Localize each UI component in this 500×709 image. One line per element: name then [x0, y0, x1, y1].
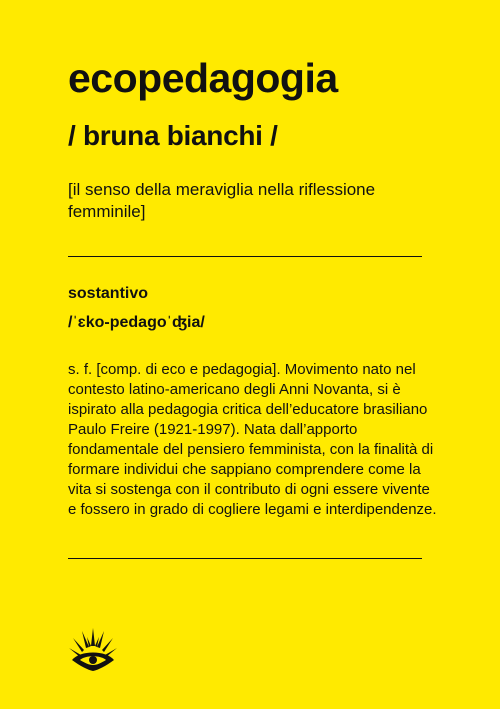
phonetic-transcription: /ˈɛko-pedagoˈʤia/	[68, 314, 205, 331]
part-of-speech: sostantivo	[68, 285, 149, 302]
divider-bottom	[68, 558, 422, 559]
sunburst-eye-icon	[68, 626, 118, 672]
author-name: / bruna bianchi /	[68, 120, 278, 151]
book-subtitle: [il senso della meraviglia nella riflessione femminile]	[68, 180, 376, 221]
divider-top	[68, 256, 422, 257]
definition-text: s. f. [comp. di eco e pedagogia]. Movimento nato nel contesto latino-americano degli Anni Novanta, si è ispirato alla pedagogia critica dell’educatore brasiliano Paulo Freire (1921-1997). Nata dall’apporto fondamentale del pensiero femminista, con la finalità di formare individui che sappiano comprendere come la vita si sostenga con il contributo di ogni essere vivente e fossero in grado di cogliere legami e interdipendenze.	[68, 361, 437, 518]
book-title: ecopedagogia	[68, 55, 338, 101]
